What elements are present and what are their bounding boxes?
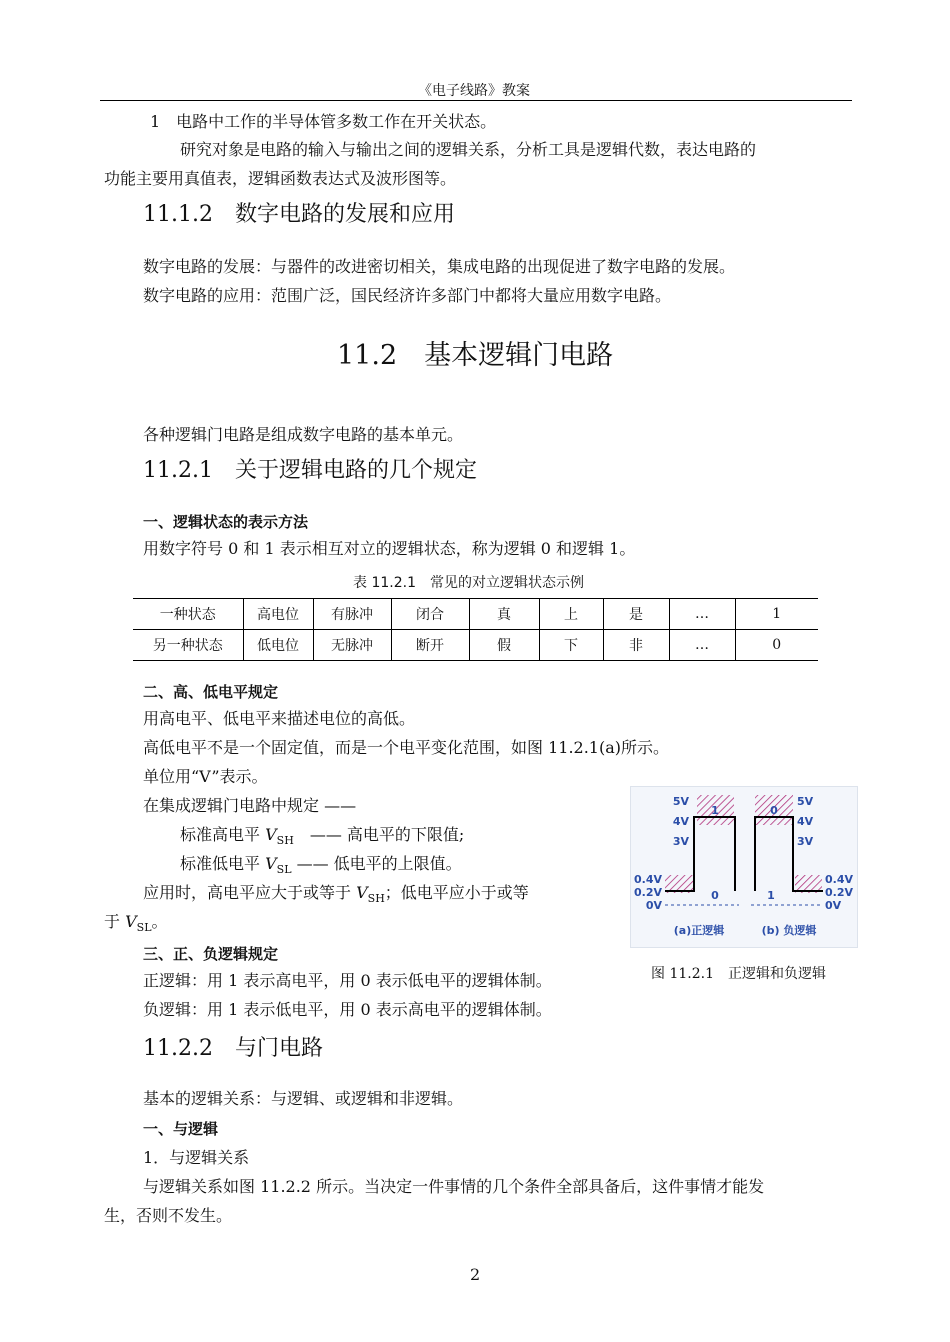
heading-11-2: 11.2 基本逻辑门电路: [337, 340, 614, 371]
para-usage-1: [143, 882, 529, 910]
intro-line2b: 功能主要用真值表，逻辑函数表达式及波形图等。: [104, 169, 457, 188]
para-and-desc-b: 生，否则不发生。: [104, 1206, 233, 1225]
left-label-02v: 0.2V: [634, 886, 662, 899]
sh-subscript: SH: [276, 834, 294, 847]
intro-line2a: 研究对象是电路的输入与输出之间的逻辑关系，分析工具是逻辑代数，表达电路的: [180, 140, 757, 159]
sl-subscript: SL: [276, 863, 292, 876]
vsl-desc: —— 低电平的上限值。: [296, 854, 462, 873]
table-cell: 是: [603, 599, 669, 630]
para-vsh-def: [180, 824, 464, 852]
para-vsl-def: [180, 853, 462, 881]
right-label-3v: 3V: [797, 835, 814, 848]
figure-caption: 图 11.2.1 正逻辑和负逻辑: [651, 966, 826, 982]
table-cell: 假: [469, 630, 539, 661]
para-positive-logic: 正逻辑：用 1 表示高电平，用 0 表示低电平的逻辑体制。: [143, 971, 552, 990]
para-usage-2: [104, 911, 168, 939]
table-cell: …: [669, 630, 735, 661]
table-cell: 断开: [391, 630, 469, 661]
left-label-5v: 5V: [672, 795, 689, 808]
table-cell: 一种状态: [133, 599, 243, 630]
para-levels-3: 单位用“V”表示。: [143, 767, 268, 786]
table-cell: 另一种状态: [133, 630, 243, 661]
intro-line1: 1 电路中工作的半导体管多数工作在开关状态。: [150, 112, 497, 131]
left-label-4v: 4V: [672, 815, 689, 828]
header-title: 《电子线路》教案: [418, 83, 530, 99]
heading-11-2-2: 11.2.2 与门电路: [143, 1036, 323, 1061]
para-logic-state: 用数字符号 0 和 1 表示相互对立的逻辑状态，称为逻辑 0 和逻辑 1。: [143, 539, 636, 558]
v-symbol: V: [265, 825, 277, 844]
usage-text-a: 应用时，高电平应大于或等于: [143, 883, 357, 902]
usage-text-c: 于: [104, 912, 126, 931]
logic-levels-figure: [630, 786, 858, 948]
table-cell: 真: [469, 599, 539, 630]
table-cell: 1: [735, 599, 818, 630]
label-negative-logic: (b) 负逻辑: [761, 924, 817, 937]
para-levels-1: 用高电平、低电平来描述电位的高低。: [143, 709, 416, 728]
table-cell: 高电位: [243, 599, 313, 630]
neg-low-value: 1: [767, 889, 775, 902]
para-application: 数字电路的应用：范围广泛，国民经济许多部门中都将大量应用数字电路。: [143, 286, 672, 305]
para-11-2-intro: 各种逻辑门电路是组成数字电路的基本单元。: [143, 425, 464, 444]
vsh-desc: —— 高电平的下限值;: [309, 825, 465, 844]
item-and-relation: 1．与逻辑关系: [143, 1148, 250, 1167]
table-cell: 下: [539, 630, 603, 661]
v-symbol: V: [265, 854, 277, 873]
table-cell: 低电位: [243, 630, 313, 661]
table-cell: …: [669, 599, 735, 630]
left-label-0v: 0V: [645, 899, 662, 912]
right-label-04v: 0.4V: [825, 873, 853, 886]
para-levels-4: 在集成逻辑门电路中规定 ——: [143, 796, 357, 815]
sl-subscript: SL: [136, 921, 152, 934]
v-symbol: V: [356, 883, 368, 902]
right-label-0v: 0V: [825, 899, 842, 912]
table-row: [133, 630, 818, 661]
subheading-pos-neg: 三、正、负逻辑规定: [143, 945, 279, 963]
right-label-4v: 4V: [797, 815, 814, 828]
usage-text-d: 。: [151, 912, 168, 931]
table-row: [133, 599, 818, 630]
subheading-levels: 二、高、低电平规定: [143, 683, 279, 701]
usage-text-b: ；低电平应小于或等: [384, 883, 529, 902]
page-number: 2: [470, 1265, 481, 1284]
pos-low-value: 0: [711, 889, 719, 902]
right-label-5v: 5V: [797, 795, 814, 808]
para-basic-relations: 基本的逻辑关系：与逻辑、或逻辑和非逻辑。: [143, 1089, 464, 1108]
para-and-desc-a: 与逻辑关系如图 11.2.2 所示。当决定一件事情的几个条件全部具备后，这件事情才能发: [143, 1177, 765, 1196]
subheading-logic-state: 一、逻辑状态的表示方法: [143, 513, 309, 531]
para-development: 数字电路的发展：与器件的改进密切相关，集成电路的出现促进了数字电路的发展。: [143, 257, 736, 276]
table-cell: 无脉冲: [313, 630, 391, 661]
subheading-and-logic: 一、与逻辑: [143, 1120, 219, 1138]
header-rule: [100, 100, 852, 101]
left-label-04v: 0.4V: [634, 873, 662, 886]
table-cell: 上: [539, 599, 603, 630]
logic-state-table: [133, 598, 818, 661]
para-negative-logic: 负逻辑：用 1 表示低电平，用 0 表示高电平的逻辑体制。: [143, 1000, 552, 1019]
table-cell: 0: [735, 630, 818, 661]
para-levels-2: 高低电平不是一个固定值，而是一个电平变化范围，如图 11.2.1(a)所示。: [143, 738, 670, 757]
left-label-3v: 3V: [672, 835, 689, 848]
right-label-02v: 0.2V: [825, 886, 853, 899]
table-cell: 非: [603, 630, 669, 661]
table-cell: 有脉冲: [313, 599, 391, 630]
logic-levels-diagram: [631, 787, 857, 947]
heading-11-1-2: 11.1.2 数字电路的发展和应用: [143, 202, 455, 227]
label-positive-logic: (a)正逻辑: [673, 924, 725, 937]
heading-11-2-1: 11.2.1 关于逻辑电路的几个规定: [143, 458, 477, 483]
table-cell: 闭合: [391, 599, 469, 630]
neg-high-value: 0: [770, 804, 778, 817]
vsl-label: 标准低电平: [180, 854, 266, 873]
sh-subscript: SH: [367, 892, 385, 905]
vsh-label: 标准高电平: [180, 825, 266, 844]
v-symbol: V: [125, 912, 137, 931]
pos-high-value: 1: [711, 804, 719, 817]
table-caption: 表 11.2.1 常见的对立逻辑状态示例: [353, 575, 584, 591]
